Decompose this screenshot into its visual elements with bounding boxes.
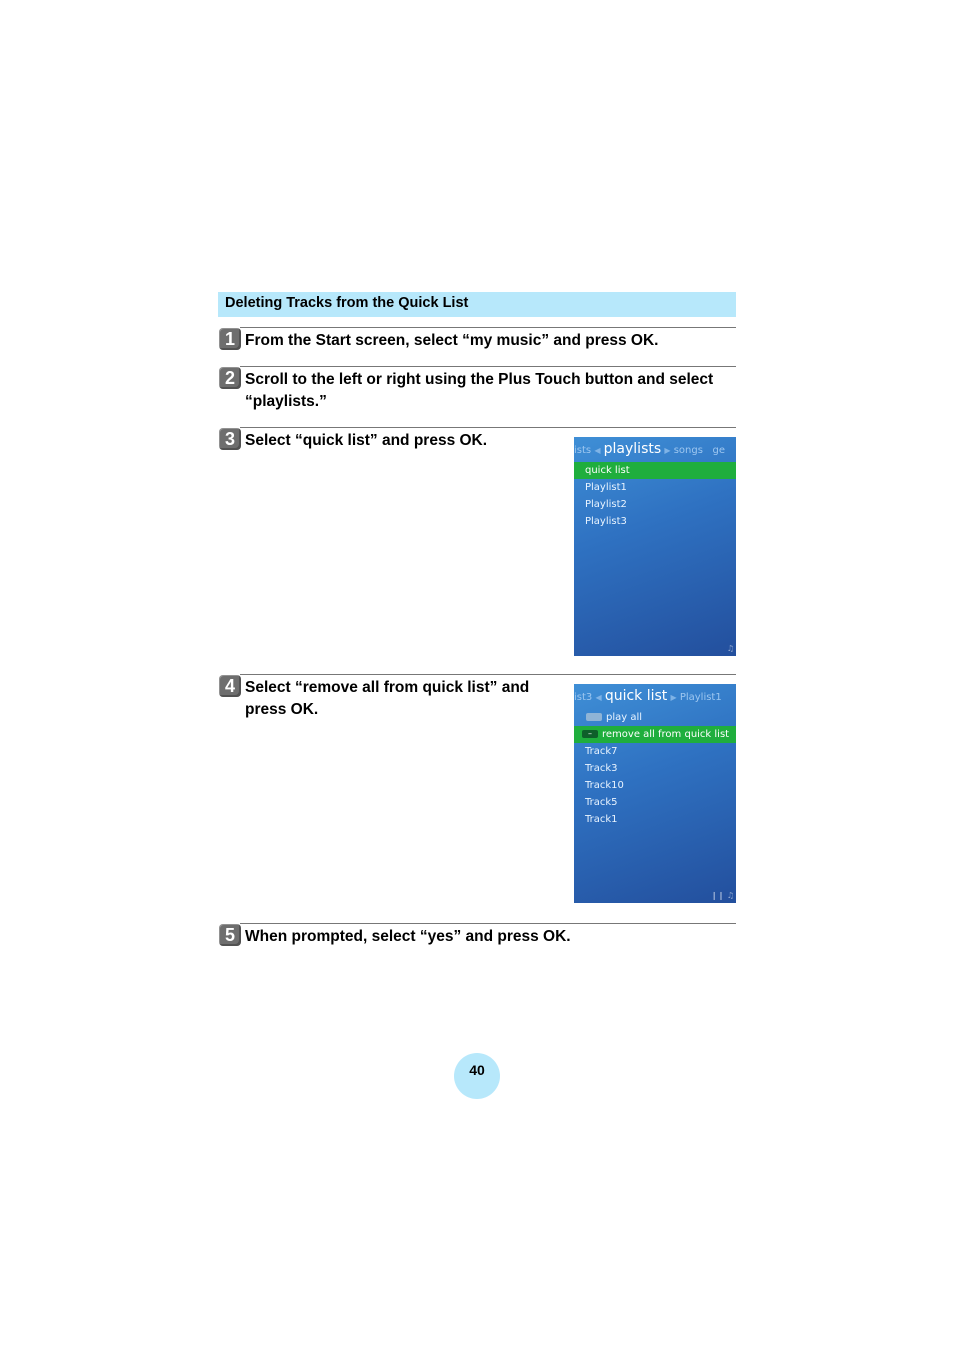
step-number-badge: 3 [219, 428, 241, 450]
step-4-text [245, 677, 529, 721]
section-title: Deleting Tracks from the Quick List [218, 292, 736, 317]
minus-icon: – [582, 730, 598, 738]
chevron-left-icon: ◀ [594, 446, 601, 455]
divider [240, 366, 736, 367]
breadcrumb [574, 688, 722, 704]
step-4-line-2: press OK. [245, 701, 319, 718]
track-item[interactable]: Track5 [585, 797, 618, 808]
breadcrumb-next-2: ge [712, 445, 725, 456]
track-item[interactable]: Track3 [585, 763, 618, 774]
step-2-line-2: “playlists.” [245, 393, 327, 410]
breadcrumb-prev: ist3 [574, 692, 593, 703]
chevron-right-icon: ▶ [670, 693, 677, 702]
page-number: 40 [454, 1053, 500, 1099]
device-screen-playlists [574, 437, 736, 656]
chevron-right-icon: ▶ [664, 446, 671, 455]
chevron-left-icon: ◀ [595, 693, 602, 702]
divider [240, 327, 736, 328]
play-all-label: play all [606, 712, 643, 723]
remove-all-item[interactable] [574, 726, 736, 743]
list-item[interactable]: Playlist2 [585, 499, 627, 510]
step-3-text: Select “quick list” and press OK. [245, 432, 488, 449]
breadcrumb-current: quick list [604, 688, 668, 704]
divider [240, 923, 736, 924]
step-number-badge: 4 [219, 675, 241, 697]
device-screen-quick-list [574, 684, 736, 903]
pause-icon: ❙❙ ♫ [710, 891, 734, 900]
list-item[interactable]: Playlist3 [585, 516, 627, 527]
track-item[interactable]: Track10 [585, 780, 624, 791]
status-icon: ♫ [726, 644, 734, 653]
breadcrumb-next: songs [673, 445, 703, 456]
step-number-badge: 2 [219, 367, 241, 389]
step-1-text: From the Start screen, select “my music” and press OK. [245, 332, 659, 349]
step-5-text: When prompted, select “yes” and press OK. [245, 928, 571, 945]
step-2-text [245, 369, 713, 413]
track-item[interactable]: Track1 [585, 814, 618, 825]
breadcrumb [574, 441, 725, 457]
list-item-quick-list[interactable]: quick list [574, 462, 736, 479]
breadcrumb-prev: ists [574, 445, 592, 456]
play-all-item[interactable] [574, 709, 736, 726]
remove-all-label: remove all from quick list [602, 729, 730, 740]
step-2-line-1: Scroll to the left or right using the Plus Touch button and select [245, 371, 714, 388]
step-number-badge: 5 [219, 924, 241, 946]
divider [240, 674, 736, 675]
step-4-line-1: Select “remove all from quick list” and [245, 679, 530, 696]
step-number-badge: 1 [219, 328, 241, 350]
track-item[interactable]: Track7 [585, 746, 618, 757]
divider [240, 427, 736, 428]
breadcrumb-next: Playlist1 [679, 692, 722, 703]
play-icon [586, 713, 602, 721]
list-item[interactable]: Playlist1 [585, 482, 627, 493]
breadcrumb-current: playlists [603, 441, 662, 457]
